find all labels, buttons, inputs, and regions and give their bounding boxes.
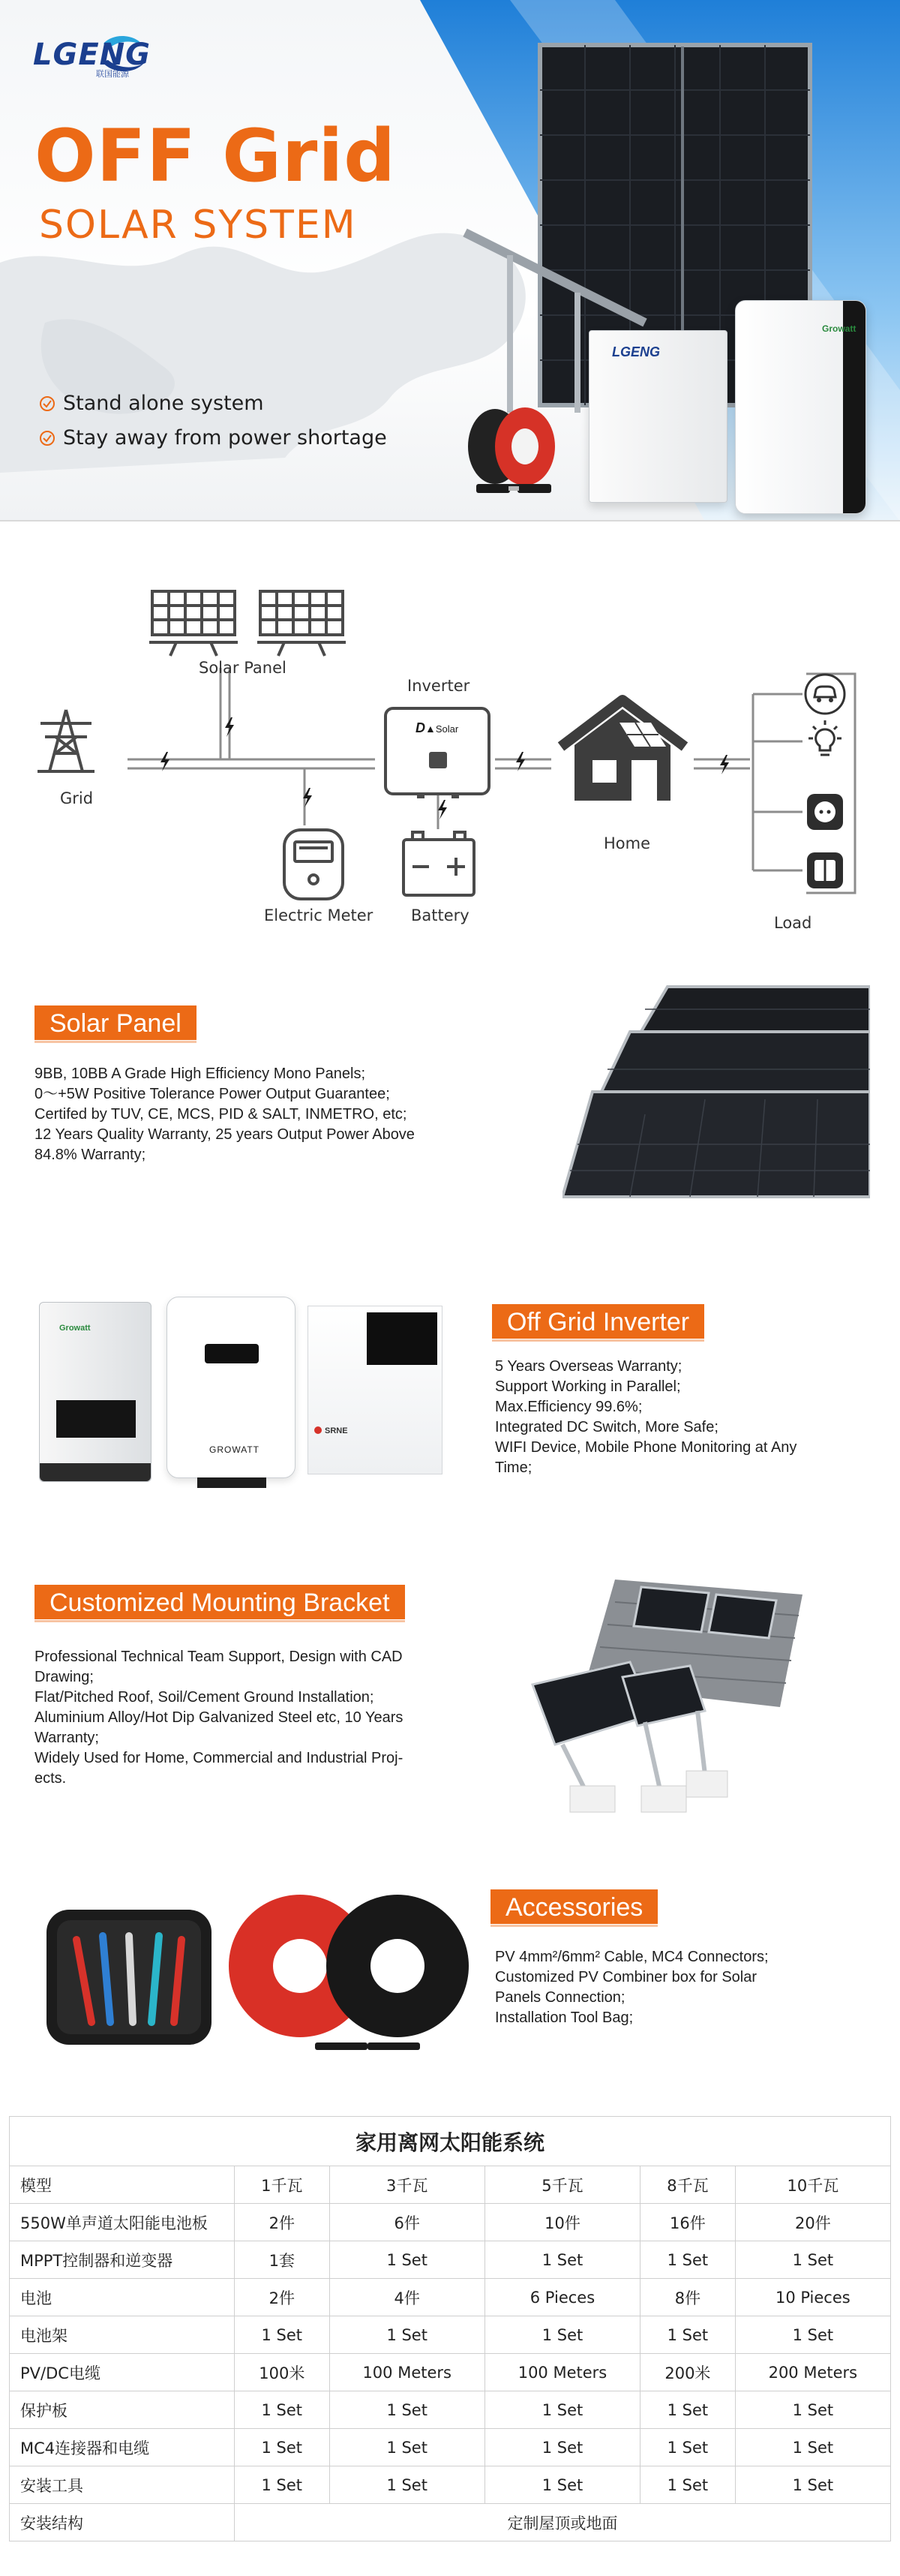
table-cell: 3千瓦	[329, 2166, 484, 2204]
table-row-label: 电池架	[10, 2316, 235, 2354]
solar-panel-icon	[146, 585, 349, 660]
feature-line: Warranty;	[34, 1730, 99, 1746]
table-cell: 1 Set	[484, 2429, 640, 2466]
table-row-label: 安装结构	[10, 2504, 235, 2541]
feature-line: Support Working in Parallel;	[495, 1378, 681, 1395]
table-cell: 4件	[329, 2279, 484, 2316]
mounting-bracket-image	[502, 1572, 810, 1820]
table-row	[10, 2204, 891, 2241]
diagram-label-home: Home	[604, 834, 651, 852]
pv-cable-image	[225, 1883, 480, 2064]
inverter-product-image-left	[39, 1302, 152, 1482]
table-cell: 1 Set	[484, 2241, 640, 2279]
table-row-label: MPPT控制器和逆变器	[10, 2241, 235, 2279]
table-cell: 200 Meters	[735, 2354, 890, 2391]
table-cell: 1 Set	[484, 2316, 640, 2354]
table-cell: 1 Set	[735, 2241, 890, 2279]
table-cell: 1 Set	[484, 2391, 640, 2429]
table-row	[10, 2466, 891, 2504]
inverter-brand-text: SRNE	[325, 1426, 348, 1435]
feature-line: Drawing;	[34, 1669, 94, 1685]
table-cell: 10件	[484, 2204, 640, 2241]
table-cell: 10千瓦	[735, 2166, 890, 2204]
feature-line: 0～+5W Positive Tolerance Power Output Guarantee;	[34, 1086, 390, 1102]
table-cell: 5千瓦	[484, 2166, 640, 2204]
hero-inverter-image	[735, 300, 866, 514]
check-circle-icon	[39, 430, 56, 446]
home-icon	[554, 694, 692, 807]
system-diagram	[0, 540, 900, 945]
hero-battery-image	[589, 330, 728, 503]
check-circle-icon	[39, 395, 56, 412]
feature-line: 5 Years Overseas Warranty;	[495, 1358, 682, 1375]
table-cell: 100 Meters	[484, 2354, 640, 2391]
feature-line: PV 4mm²/6mm² Cable, MC4 Connectors;	[495, 1949, 769, 1965]
table-row-label: MC4连接器和电缆	[10, 2429, 235, 2466]
diagram-label-solar-panel: Solar Panel	[199, 659, 286, 677]
feature-line: WIFI Device, Mobile Phone Monitoring at Any	[495, 1439, 797, 1456]
feature-line: Panels Connection;	[495, 1989, 626, 2006]
table-cell: 1 Set	[235, 2316, 330, 2354]
table-row	[10, 2241, 891, 2279]
table-cell: 1套	[235, 2241, 330, 2279]
table-caption-row	[10, 2117, 891, 2166]
table-cell: 6件	[329, 2204, 484, 2241]
switch-icon	[802, 848, 848, 893]
feature-line: 84.8% Warranty;	[34, 1147, 146, 1163]
table-cell: 1 Set	[329, 2466, 484, 2504]
hero-bullet-text: Stand alone system	[63, 392, 264, 415]
inverter-brand-text: GROWATT	[209, 1444, 260, 1455]
table-cell: 6 Pieces	[484, 2279, 640, 2316]
battery-brand-label: LGENG	[612, 344, 661, 359]
table-row-label: 保护板	[10, 2391, 235, 2429]
table-cell: 100米	[235, 2354, 330, 2391]
feature-line: Certifed by TUV, CE, MCS, PID & SALT, INMETRO, etc;	[34, 1106, 407, 1123]
table-cell: 20件	[735, 2204, 890, 2241]
bracket-title: Customized Mounting Bracket	[34, 1585, 405, 1619]
inverter-title: Off Grid Inverter	[492, 1304, 704, 1339]
accessories-description	[495, 1947, 885, 2028]
hero-banner	[0, 0, 900, 522]
diagram-label-battery: Battery	[411, 906, 470, 924]
table-cell: 2件	[235, 2279, 330, 2316]
table-cell: 8千瓦	[640, 2166, 736, 2204]
system-spec-table	[9, 2116, 891, 2541]
diagram-label-grid: Grid	[60, 789, 94, 807]
table-row-label: 安装工具	[10, 2466, 235, 2504]
table-row	[10, 2504, 891, 2541]
inverter-brand-text: Growatt	[59, 1324, 91, 1333]
table-row	[10, 2316, 891, 2354]
table-cell: 1 Set	[735, 2316, 890, 2354]
inverter-brand-text: Solar	[435, 723, 459, 735]
hero-bullet-text: Stay away from power shortage	[63, 426, 387, 449]
feature-line: Max.Efficiency 99.6%;	[495, 1399, 643, 1415]
feature-line: Widely Used for Home, Commercial and Industrial Proj-	[34, 1750, 404, 1766]
diagram-label-inverter: Inverter	[407, 677, 470, 695]
battery-icon	[400, 829, 477, 898]
solar-panel-title: Solar Panel	[34, 1005, 196, 1040]
hero-bullet-2	[39, 426, 387, 449]
feature-line: Integrated DC Switch, More Safe;	[495, 1419, 718, 1435]
table-cell: 1 Set	[329, 2241, 484, 2279]
table-cell: 1 Set	[640, 2391, 736, 2429]
inverter-product-image-mid	[166, 1297, 296, 1478]
feature-line: 9BB, 10BB A Grade High Efficiency Mono Panels;	[34, 1066, 365, 1082]
feature-line: Professional Technical Team Support, Design with CAD	[34, 1649, 403, 1665]
brand-logo-subtitle: 联国能源	[96, 70, 129, 79]
table-row-label: PV/DC电缆	[10, 2354, 235, 2391]
accessories-title: Accessories	[490, 1889, 658, 1924]
table-cell: 100 Meters	[329, 2354, 484, 2391]
table-cell: 1 Set	[484, 2466, 640, 2504]
inverter-brand-label: Growatt	[822, 323, 856, 334]
table-cell: 1 Set	[329, 2429, 484, 2466]
table-row-label: 电池	[10, 2279, 235, 2316]
light-bulb-icon	[802, 719, 848, 764]
table-cell: 1 Set	[640, 2466, 736, 2504]
diagram-label-electric-meter: Electric Meter	[264, 906, 374, 924]
inverter-description	[495, 1357, 885, 1478]
table-row	[10, 2354, 891, 2391]
feature-line: Aluminium Alloy/Hot Dip Galvanized Steel etc, 10 Years	[34, 1709, 404, 1726]
table-cell: 1 Set	[640, 2241, 736, 2279]
hero-bullet-1	[39, 392, 264, 415]
table-cell: 定制屋顶或地面	[235, 2504, 891, 2541]
table-row-label: 550W单声道太阳能电池板	[10, 2204, 235, 2241]
table-cell: 8件	[640, 2279, 736, 2316]
table-row	[10, 2391, 891, 2429]
bracket-description	[34, 1647, 462, 1789]
table-cell: 1 Set	[235, 2391, 330, 2429]
hero-title: OFF Grid	[34, 114, 396, 198]
inverter-icon: D▲Solar	[384, 707, 490, 795]
electric-meter-icon	[281, 827, 346, 902]
table-cell: 16件	[640, 2204, 736, 2241]
feature-line: Installation Tool Bag;	[495, 2009, 634, 2026]
table-cell: 10 Pieces	[735, 2279, 890, 2316]
table-cell: 2件	[235, 2204, 330, 2241]
socket-icon	[802, 789, 848, 834]
feature-line: Flat/Pitched Roof, Soil/Cement Ground Installation;	[34, 1689, 374, 1706]
solar-panels-image	[562, 979, 870, 1201]
table-row	[10, 2279, 891, 2316]
table-cell: 1 Set	[640, 2316, 736, 2354]
feature-line: ects.	[34, 1770, 67, 1787]
hero-connector-image	[472, 476, 562, 499]
table-row	[10, 2166, 891, 2204]
table-cell: 1千瓦	[235, 2166, 330, 2204]
table-cell: 1 Set	[735, 2391, 890, 2429]
inverter-product-image-right	[308, 1306, 442, 1474]
feature-line: Customized PV Combiner box for Solar	[495, 1969, 758, 1985]
feature-line: Time;	[495, 1459, 532, 1476]
table-cell: 1 Set	[735, 2466, 890, 2504]
table-cell: 1 Set	[735, 2429, 890, 2466]
car-icon	[802, 672, 848, 717]
table-cell: 1 Set	[235, 2429, 330, 2466]
table-cell: 1 Set	[640, 2429, 736, 2466]
diagram-label-load: Load	[774, 914, 812, 932]
table-row	[10, 2429, 891, 2466]
table-cell: 1 Set	[329, 2391, 484, 2429]
tool-bag-image	[39, 1895, 219, 2052]
grid-tower-icon	[36, 707, 96, 774]
brand-logo-text: LGENG	[33, 38, 151, 72]
feature-line: 12 Years Quality Warranty, 25 years Output Power Above	[34, 1126, 415, 1143]
table-row-label: 模型	[10, 2166, 235, 2204]
table-cell: 1 Set	[329, 2316, 484, 2354]
hero-subtitle: SOLAR SYSTEM	[39, 203, 357, 248]
table-caption: 家用离网太阳能系统	[10, 2117, 891, 2166]
table-cell: 200米	[640, 2354, 736, 2391]
solar-panel-description	[34, 1064, 514, 1165]
table-cell: 1 Set	[235, 2466, 330, 2504]
